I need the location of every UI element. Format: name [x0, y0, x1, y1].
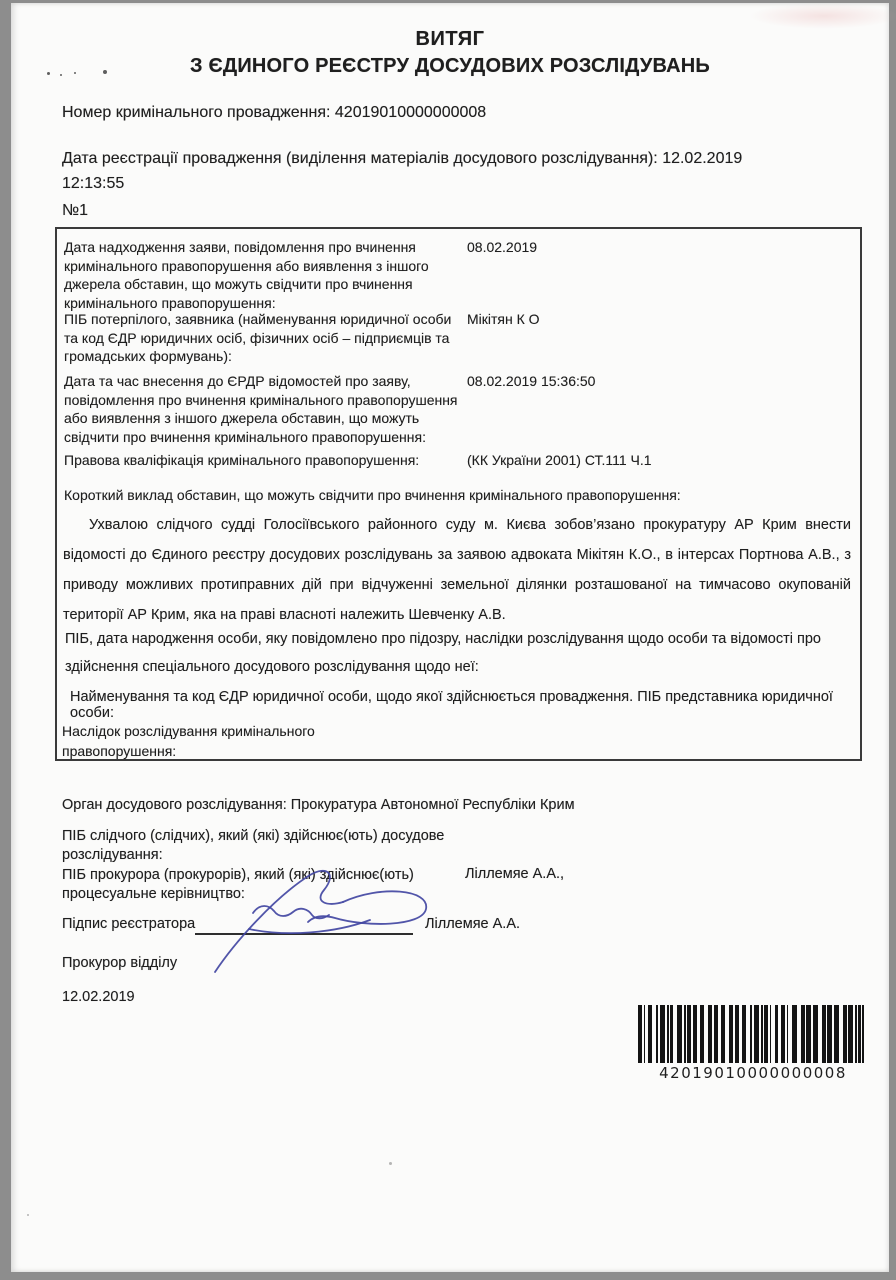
- scan-noise-dot: [389, 1162, 392, 1165]
- scan-smudge: [749, 3, 896, 29]
- table-row-value-victim-name: Мікітян К О: [467, 311, 540, 327]
- signature-label: Підпис реєстратора: [62, 916, 196, 932]
- document-page: [11, 3, 889, 1272]
- registration-date-label: Дата реєстрації провадження (виділення матеріалів досудового розслідування):: [62, 150, 658, 167]
- signature-line: [195, 914, 413, 935]
- document-date: 12.02.2019: [62, 989, 135, 1005]
- document-subtitle: З ЄДИНОГО РЕЄСТРУ ДОСУДОВИХ РОЗСЛІДУВАНЬ: [189, 55, 711, 77]
- investigation-outcome-label: Наслідок розслідування кримінального правопорушення:: [62, 723, 315, 759]
- table-row-label-date-received: Дата надходження заяви, повідомлення про вчинення кримінального правопорушення або виявлення з іншого джерела обставин, що можуть свідчити про вчинення кримінального правопорушення:: [64, 239, 429, 311]
- suspect-heading: ПІБ, дата народження особи, яку повідомлено про підозру, наслідки розслідування щодо особи та відомості про здійснення спеціального досудового розслідування щодо неї:: [65, 631, 821, 675]
- case-number-value: 42019010000000008: [334, 104, 487, 121]
- registrar-name: Ліллемяе А.А.: [425, 916, 521, 932]
- table-row-value-erdr-entry-datetime: 08.02.2019 15:36:50: [467, 373, 596, 389]
- table-row-value-legal-qualification: (КК України 2001) СТ.111 Ч.1: [467, 452, 652, 468]
- document-title: ВИТЯГ: [415, 28, 485, 50]
- table-row-label-victim-name: ПІБ потерпілого, заявника (найменування юридичної особи та код ЄДР юридичних осіб, фізичних осіб – підприємців та громадських формувань):: [64, 311, 452, 364]
- position-title: Прокурор відділу: [62, 955, 178, 971]
- barcode-number: 42019010000000008: [659, 1064, 847, 1082]
- prosecutor-label: ПІБ прокурора (прокурорів), який (які) здійснює(ють) процесуальне керівництво:: [62, 867, 414, 902]
- table-row-label-erdr-entry-datetime: Дата та час внесення до ЄРДР відомостей про заяву, повідомлення про вчинення кримінального правопорушення або виявлення з іншого джерела обставин, що можуть свідчити про вчинення кримінального правопорушення:: [64, 373, 458, 445]
- registration-time-value: 12:13:55: [62, 175, 125, 192]
- authority-line: [62, 797, 575, 813]
- barcode-bars: [638, 1005, 868, 1063]
- summary-heading: Короткий виклад обставин, що можуть свідчити про вчинення кримінального правопорушення:: [64, 487, 681, 503]
- registration-date-line: [62, 146, 862, 196]
- table-row-label-legal-qualification: Правова кваліфікація кримінального правопорушення:: [64, 452, 420, 468]
- barcode: [638, 1005, 868, 1082]
- prosecutor-name: Ліллемяе А.А.,: [465, 866, 565, 882]
- authority-label: Орган досудового розслідування:: [62, 796, 287, 813]
- registration-date-value: 12.02.2019: [662, 150, 743, 167]
- case-number-line: [62, 104, 486, 122]
- record-number: №1: [62, 202, 89, 219]
- case-number-label: Номер кримінального провадження:: [62, 104, 331, 121]
- case-details-table: [55, 227, 862, 761]
- summary-paragraph: Ухвалою слідчого судді Голосіївського районного суду м. Києва зобов’язано прокуратуру АР Крим внести відомості до Єдиного реєстру досудових розслідувань за заявою адвоката Мікітян К.О., в інтерсах Портнова А.В., з приводу можливих протиправних дій при відчуженні земельної ділянки розташованої на тимчасово окупованій території АР Крим, яка на праві власноті належить Шевченку А.В.: [63, 517, 851, 623]
- authority-value: Прокуратура Автономної Республіки Крим: [290, 796, 575, 813]
- legal-entity-heading: Найменування та код ЄДР юридичної особи, щодо якої здійснюється провадження. ПІБ представника юридичної особи:: [70, 689, 833, 721]
- table-row-value-date-received: 08.02.2019: [467, 239, 538, 255]
- investigator-label: ПІБ слідчого (слідчих), який (які) здійснює(ють) досудове розслідування:: [62, 828, 445, 863]
- scan-noise-dot: [27, 1214, 29, 1216]
